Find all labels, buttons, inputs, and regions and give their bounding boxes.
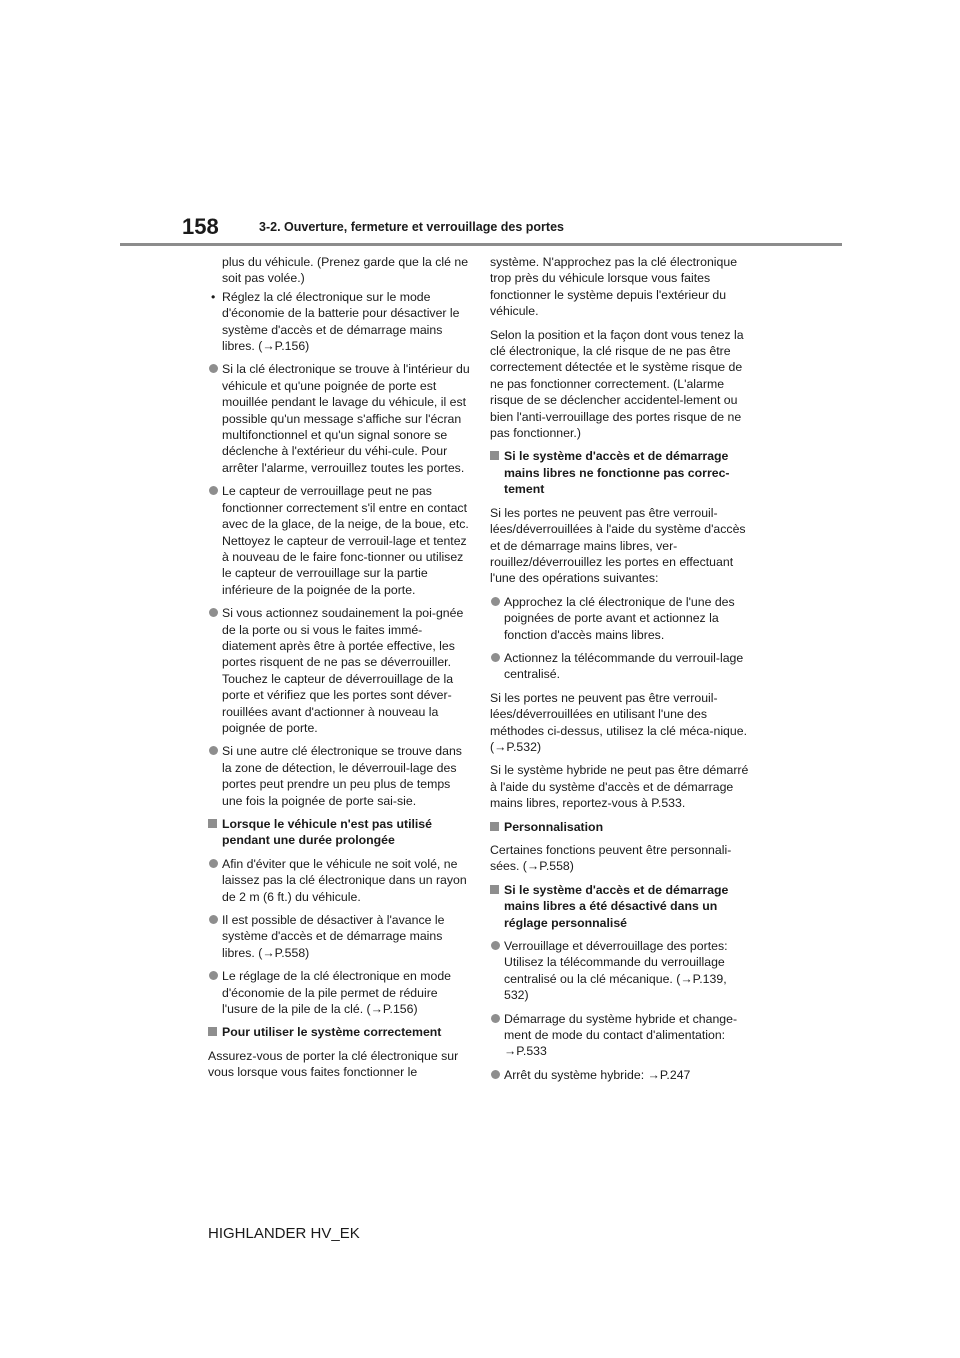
list-item — [490, 938, 752, 1004]
list-item — [208, 856, 470, 905]
list-item — [208, 912, 470, 961]
paragraph: Selon la position et la façon dont vous tenez la clé électronique, la clé risque de ne pas être correctement détectée et le système risque de ne pas fonctionner correctement. (L'alarme risque de se déclencher accidentel-lement ou bien l'anti-verrouillage des portes risque de ne pas fonctionner.) — [490, 327, 744, 441]
square-bullet-icon — [490, 451, 499, 460]
list-item — [208, 483, 470, 598]
paragraph: Si le système hybride ne peut pas être démarré à l'aide du système d'accès et de démarrage mains libres, reportez-vous à P.533. — [490, 763, 749, 811]
list-item — [490, 650, 752, 683]
dash-item-text: Réglez la clé électronique sur le mode d'économie de la batterie pour désactiver le système d'accès et de démarrage mains libres. (→P.156) — [222, 289, 460, 354]
section-heading-text: Personnalisation — [504, 819, 604, 834]
footer-model-name: HIGHLANDER HV_EK — [208, 1225, 360, 1242]
square-bullet-icon — [490, 822, 499, 831]
list-item — [208, 743, 470, 809]
circle-bullet-icon — [209, 915, 218, 924]
continued-text: plus du véhicule. (Prenez garde que la clé ne soit pas volée.) — [222, 255, 469, 286]
header-divider — [120, 243, 842, 246]
paragraph: Si les portes ne peuvent pas être verrouil-lées/déverrouillées en utilisant l'une des méthodes ci-dessus, utilisez la clé méca-nique. (→P.532) — [490, 690, 747, 754]
section-heading — [490, 448, 752, 497]
dash-bullet-icon: • — [211, 289, 216, 304]
section-heading — [208, 816, 470, 849]
circle-bullet-icon — [209, 486, 218, 495]
list-item — [490, 1011, 752, 1060]
list-item-text: Il est possible de désactiver à l'avance le système d'accès et de démarrage mains libres. (→P.558) — [222, 913, 445, 960]
list-item — [490, 594, 752, 643]
paragraph: Si les portes ne peuvent pas être verrouil-lées/déverrouillées à l'aide du système d'accès et de démarrage mains libres, ver-rouillez/déverrouillez les portes en effectuant l'une des opérations suivantes: — [490, 505, 746, 586]
page-number: 158 — [182, 214, 219, 239]
list-item-text: Actionnez la télécommande du verrouil-lage centralisé. — [504, 650, 744, 682]
circle-bullet-icon — [491, 941, 500, 950]
circle-bullet-icon — [491, 653, 500, 662]
list-item-text: Si une autre clé électronique se trouve dans la zone de détection, le déverrouil-lage des portes peut prendre un peu plus de temps une fois la poignée de porte sai-sie. — [222, 744, 462, 808]
section-heading — [490, 819, 752, 835]
paragraph: Assurez-vous de porter la clé électronique sur vous lorsque vous faites fonctionner le — [208, 1048, 459, 1080]
list-item-text: Arrêt du système hybride: →P.247 — [504, 1067, 691, 1082]
list-item — [208, 968, 470, 1017]
section-heading-text: Lorsque le véhicule n'est pas utilisé pendant une durée prolongée — [222, 817, 432, 848]
square-bullet-icon — [208, 819, 217, 828]
circle-bullet-icon — [209, 859, 218, 868]
right-column — [490, 254, 752, 1090]
circle-bullet-icon — [491, 1070, 500, 1079]
list-item — [490, 1067, 752, 1083]
section-heading — [490, 882, 752, 931]
circle-bullet-icon — [209, 746, 218, 755]
list-item-text: Approchez la clé électronique de l'une des poignées de porte avant et actionnez la fonction d'accès mains libres. — [504, 594, 735, 642]
square-bullet-icon — [490, 885, 499, 894]
list-item-text: Le capteur de verrouillage peut ne pas fonctionner correctement s'il entre en contact avec de la glace, de la neige, de la boue, etc. Nettoyez le capteur de verrouil-lage et tentez à nouveau de le faire fonc-tionner ou utilisez le capteur de verrouillage sur la partie inférieure de la poignée de la porte. — [222, 484, 469, 597]
section-heading-text: Si le système d'accès et de démarrage mains libres a été désactivé dans un réglage personnalisé — [504, 882, 729, 930]
section-heading-text: Si le système d'accès et de démarrage mains libres ne fonctionne pas correc-tement — [504, 449, 730, 497]
section-heading — [208, 1024, 470, 1040]
square-bullet-icon — [208, 1027, 217, 1036]
circle-bullet-icon — [209, 971, 218, 980]
list-item — [208, 361, 470, 476]
list-item-text: Le réglage de la clé électronique en mode d'économie de la pile permet de réduire l'usure de la pile de la clé. (→P.156) — [222, 969, 452, 1017]
list-item-text: Si la clé électronique se trouve à l'intérieur du véhicule et qu'une poignée de porte est mouillée pendant le lavage du véhicule, il est possible qu'un message s'affiche sur l'écran multifonctionnel et qu'un signal sonore se déclenche à l'extérieur du véhi-cule. Pour arrêter l'alarme, verrouillez toutes les portes. — [222, 362, 470, 475]
paragraph: système. N'approchez pas la clé électronique trop près du véhicule lorsque vous faites fonctionner le système depuis l'extérieur du véhicule. — [490, 255, 738, 319]
circle-bullet-icon — [491, 1014, 500, 1023]
section-heading-text: Pour utiliser le système correctement — [222, 1025, 442, 1040]
circle-bullet-icon — [209, 364, 218, 373]
list-item — [208, 605, 470, 736]
list-item-text: Verrouillage et déverrouillage des portes: Utilisez la télécommande du verrouillage centralisé ou la clé mécanique. (→P.139, 532) — [504, 939, 728, 1003]
left-column — [208, 254, 470, 1088]
list-item-text: Démarrage du système hybride et change-ment de mode du contact d'alimentation: →P.533 — [504, 1011, 738, 1059]
circle-bullet-icon — [491, 597, 500, 606]
section-title: 3-2. Ouverture, fermeture et verrouillage des portes — [259, 220, 564, 234]
circle-bullet-icon — [209, 608, 218, 617]
paragraph: Certaines fonctions peuvent être personnali-sées. (→P.558) — [490, 843, 732, 874]
list-item-text: Si vous actionnez soudainement la poi-gnée de la porte ou si vous le faites immé-diatement après être à portée effective, les portes risquent de ne pas se déverrouiller. Touchez le capteur de déverrouillage de la porte et vérifiez que les portes sont déver-rouillées avant d'actionner à nouveau la poignée de porte. — [222, 606, 464, 735]
list-item-text: Afin d'éviter que le véhicule ne soit volé, ne laissez pas la clé électronique dans un rayon de 2 m (6 ft.) du véhicule. — [222, 856, 467, 904]
dash-list-item — [208, 289, 470, 355]
